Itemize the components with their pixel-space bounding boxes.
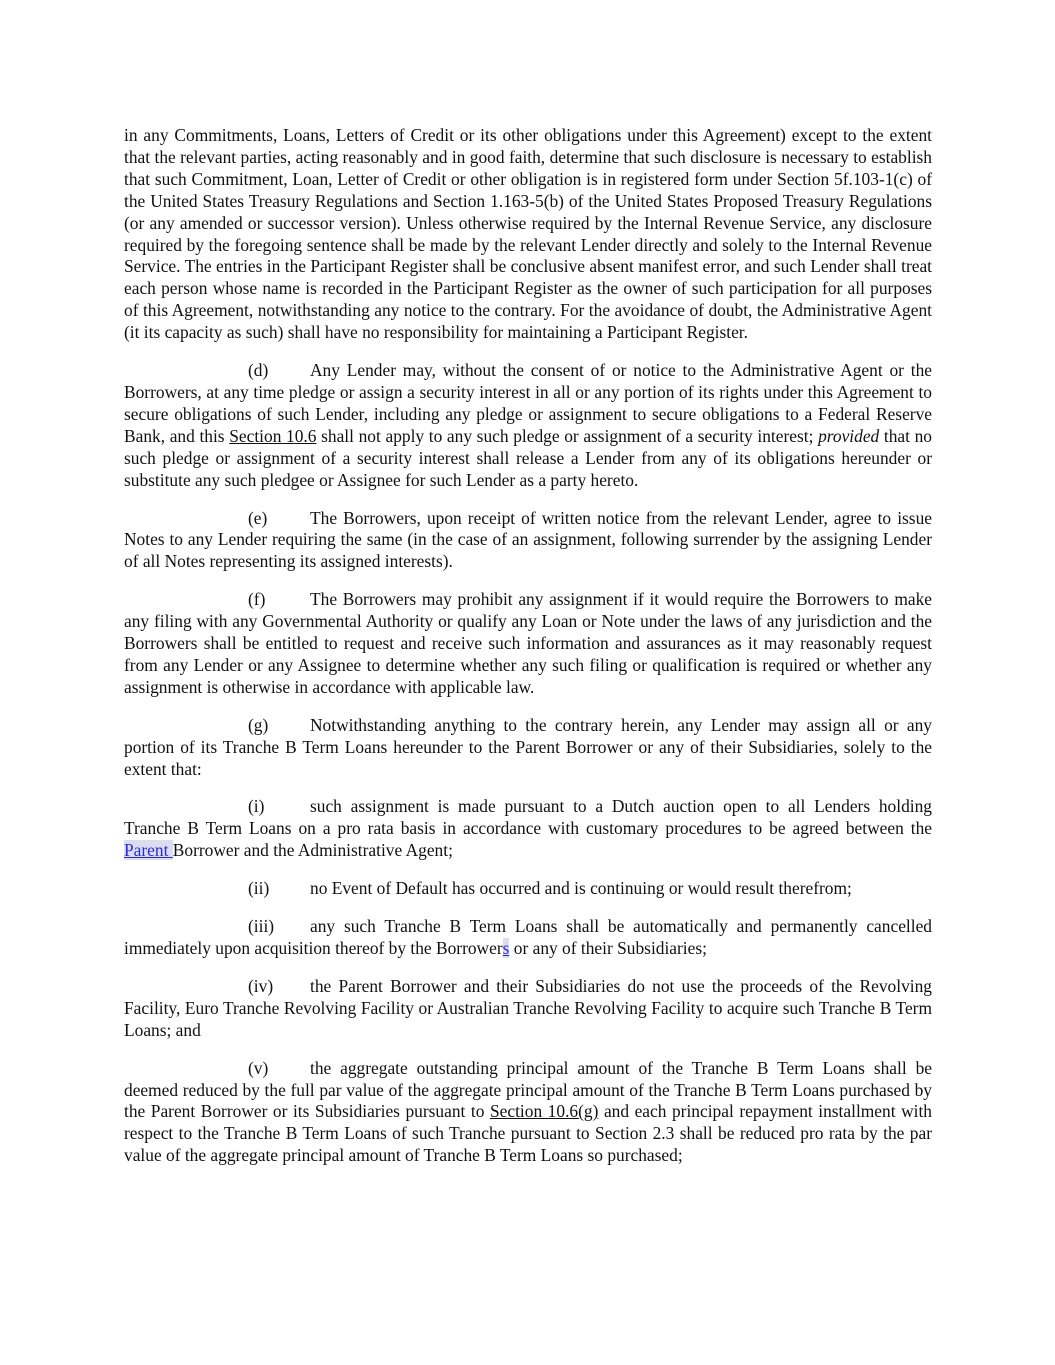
clause-text: such assignment is made pursuant to a Dutch auction open to all Lenders holding Tranche B Term Loans on a pro rata basis in accordance with customary procedures to be agreed between the	[124, 796, 932, 839]
paragraph-f	[124, 589, 932, 699]
paragraph-g-iii	[124, 916, 932, 960]
clause-text: any such Tranche B Term Loans shall be automatically and permanently cancelled immediately upon acquisition thereof by the Borrower	[124, 916, 932, 958]
paragraph-g-v	[124, 1058, 932, 1168]
clause-text: that no such pledge or assignment of a security interest shall release a Lender from any of its obligations hereunder or substitute any such pledgee or Assignee for such Lender as a party hereto.	[124, 425, 933, 490]
tracked-change-highlight[interactable]: Parent	[124, 840, 173, 861]
paragraph-participant-register	[124, 125, 932, 344]
clause-label: (v)	[248, 1057, 269, 1078]
clause-label: (g)	[248, 714, 269, 735]
paragraph-text: in any Commitments, Loans, Letters of Credit or its other obligations under this Agreement) except to the extent that the relevant parties, acting reasonably and in good faith, determine that such disclosure is necessary to establish that such Commitment, Loan, Letter of Credit or other obligation is in registered form under Section 5f.103-1(c) of the United States Treasury Regulations and Section 1.163-5(b) of the United States Proposed Treasury Regulations (or any amended or successor version). Unless otherwise required by the Internal Revenue Service, any disclosure required by the foregoing sentence shall be made by the relevant Lender directly and solely to the Internal Revenue Service. The entries in the Participant Register shall be conclusive absent manifest error, and such Lender shall treat each person whose name is recorded in the Participant Register as the owner of such participation for all purposes of this Agreement, notwithstanding any notice to the contrary. For the avoidance of doubt, the Administrative Agent (it its capacity as such) shall have no responsibility for maintaining a Participant Register.	[124, 125, 932, 343]
section-reference-link[interactable]: Section 10.6	[229, 425, 317, 446]
clause-text: The Borrowers may prohibit any assignment if it would require the Borrowers to make any filing with any Governmental Authority or qualify any Loan or Note under the laws of any jurisdiction and the Borrowers shall be entitled to request and receive such information and assurances as it may reasonably request from any Lender or any Assignee to determine whether any such filing or qualification is required or whether any assignment is otherwise in accordance with applicable law.	[124, 589, 932, 697]
paragraph-e	[124, 508, 932, 574]
section-reference-link[interactable]: Section 10.6(g)	[489, 1101, 599, 1122]
clause-text: shall not apply to any such pledge or assignment of a security interest;	[316, 425, 819, 446]
paragraph-g	[124, 715, 932, 781]
clause-text: no Event of Default has occurred and is continuing or would result therefrom;	[310, 878, 852, 899]
clause-label: (e)	[248, 507, 268, 528]
clause-text: and each principal repayment installment with respect to the Tranche B Term Loans of such Tranche pursuant to Section 2.3 shall be reduced pro rata by the par value of the aggregate principal amount of Tranche B Term Loans so purchased;	[124, 1101, 932, 1166]
clause-label: (iv)	[248, 975, 274, 996]
clause-text: Any Lender may, without the consent of or notice to the Administrative Agent or the Borrowers, at any time pledge or assign a security interest in all or any portion of its rights under this Agreement to secure obligations of such Lender, including any pledge or assignment to secure obligations to a Federal Reserve Bank, and this	[124, 360, 932, 446]
clause-text: the aggregate outstanding principal amount of the Tranche B Term Loans shall be deemed reduced by the full par value of the aggregate principal amount of the Tranche B Term Loans purchased by the Parent Borrower or its Subsidiaries pursuant to	[124, 1057, 932, 1122]
paragraph-g-iv	[124, 976, 932, 1042]
clause-label: (iii)	[248, 916, 275, 937]
clause-text: Notwithstanding anything to the contrary herein, any Lender may assign all or any portion of its Tranche B Term Loans hereunder to the Parent Borrower or any of their Subsidiaries, solely to the extent that:	[124, 714, 932, 779]
clause-label: (d)	[248, 360, 269, 381]
clause-text: the Parent Borrower and their Subsidiaries do not use the proceeds of the Revolving Facility, Euro Tranche Revolving Facility or Australian Tranche Revolving Facility to acquire such Tranche B Term Loans; and	[124, 975, 932, 1040]
clause-text: Borrower and the Administrative Agent;	[172, 840, 453, 861]
paragraph-d	[124, 360, 932, 491]
paragraph-g-i	[124, 796, 932, 862]
tracked-change-highlight[interactable]: s	[502, 938, 510, 958]
clause-italic-text: provided	[818, 425, 880, 446]
clause-label: (f)	[248, 589, 266, 610]
clause-label: (i)	[248, 796, 265, 817]
clause-text: The Borrowers, upon receipt of written notice from the relevant Lender, agree to issue Notes to any Lender requiring the same (in the case of an assignment, following surrender by the assigning Lender of all Notes representing its assigned interests).	[124, 507, 932, 572]
clause-text: or any of their Subsidiaries;	[509, 938, 707, 958]
document-page	[124, 125, 932, 1183]
paragraph-g-ii	[124, 878, 932, 900]
clause-label: (ii)	[248, 878, 270, 899]
